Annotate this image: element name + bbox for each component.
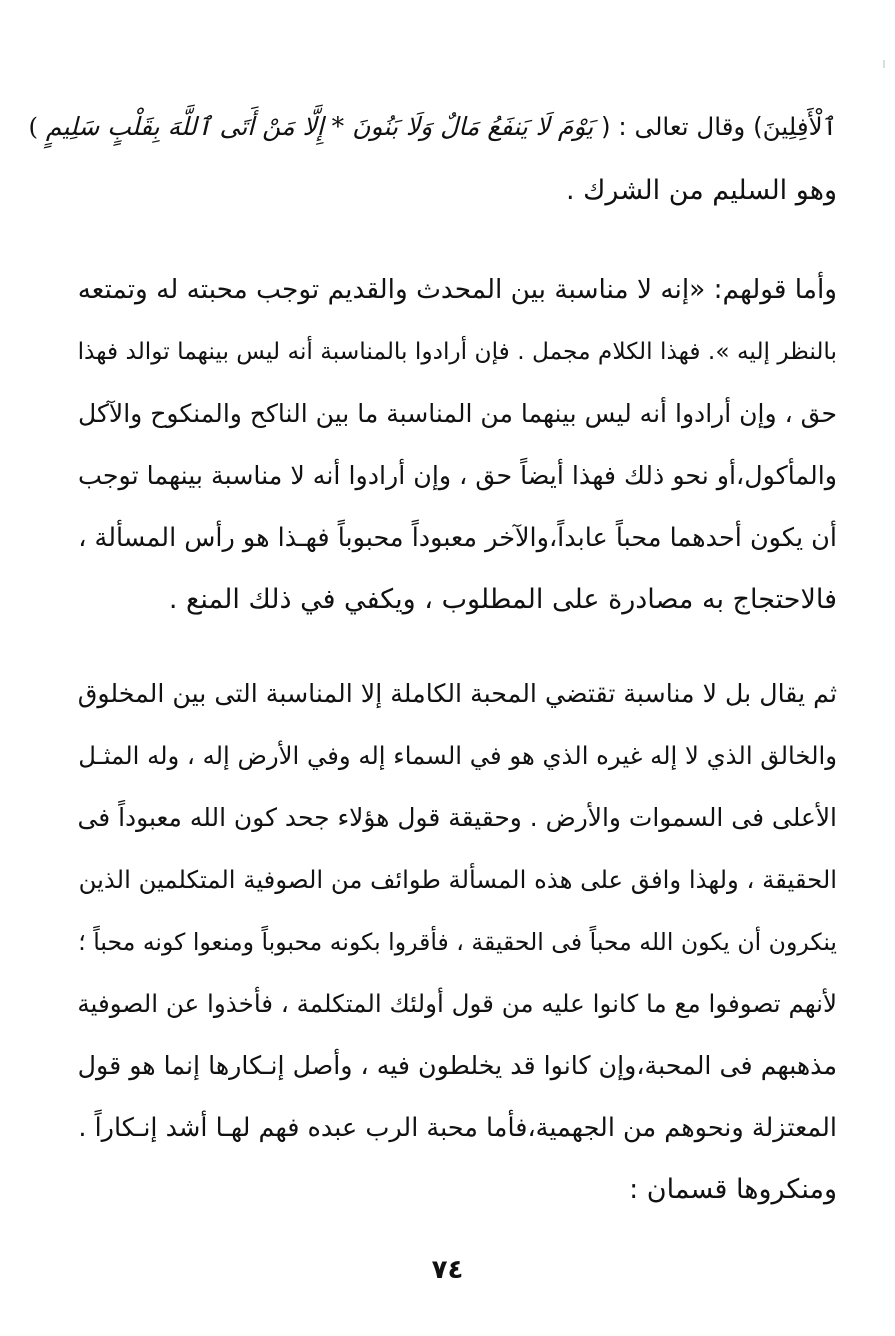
text-line: بالنظر إليه ». فهذا الكلام مجمل . فإن أرادوا بالمناسبة أنه ليس بينهما توالد فهذا — [77, 338, 837, 365]
scan-artifact — [883, 60, 885, 68]
text-line: المعتزلة ونحوهم من الجهمية،فأما محبة الرب عبده فهم لهـا أشد إنـكاراً . — [78, 1113, 837, 1143]
text-line: ينكرون أن يكون الله محباً فى الحقيقة ، فأقروا بكونه محبوباً ومنعوا كونه محباً ؛ — [78, 928, 837, 956]
text-line: فالاحتجاج به مصادرة على المطلوب ، ويكفي في ذلك المنع . — [168, 584, 837, 615]
citation-close-paren: ) — [28, 112, 39, 141]
text-line: ومنكروها قسمان : — [629, 1174, 837, 1205]
text-line: أن يكون أحدهما محباً عابداً،والآخر معبوداً محبوباً فهـذا هو رأس المسألة ، — [78, 523, 837, 553]
text-line: والمأكول،أو نحو ذلك فهذا أيضاً حق ، وإن أرادوا أنه لا مناسبة بينهما توجب — [78, 461, 837, 490]
page-number: ٧٤ — [431, 1255, 464, 1285]
text-line: وأما قولهم: «إنه لا مناسبة بين المحدث والقديم توجب محبته له وتمتعه — [77, 275, 837, 305]
quran-citation-line — [28, 96, 837, 158]
citation-lead-text: ٱلْأَفِلِينَ) وقال تعالى : ( — [601, 112, 837, 141]
intro-paragraph — [70, 160, 837, 222]
paragraph-2 — [70, 663, 837, 1221]
text-line: ثم يقال بل لا مناسبة تقتضي المحبة الكاملة إلا المناسبة التى بين المخلوق — [77, 679, 837, 708]
text-line: لأنهم تصوفوا مع ما كانوا عليه من قول أولئك المتكلمة ، فأخذوا عن الصوفية — [77, 989, 837, 1018]
text-line: الحقيقة ، ولهذا وافق على هذه المسألة طوائف من الصوفية المتكلمين الذين — [78, 865, 837, 894]
text-line: الأعلى فى السموات والأرض . وحقيقة قول هؤلاء جحد كون الله معبوداً فى — [77, 803, 837, 832]
text-line: مذهبهم فى المحبة،وإن كانوا قد يخلطون فيه ، وأصل إنـكارها إنما هو قول — [77, 1051, 837, 1080]
text-line: حق ، وإن أرادوا أنه ليس بينهما من المناسبة ما بين الناكح والمنكوح والآكل — [78, 399, 837, 428]
text-line: وهو السليم من الشرك . — [566, 175, 837, 206]
text-line: والخالق الذي لا إله غيره الذي هو في السماء إله وفي الأرض إله ، وله المثـل — [78, 741, 837, 770]
paragraph-1 — [70, 259, 837, 631]
quran-verse-text: يَوْمَ لَا يَنفَعُ مَالٌ وَلَا بَنُونَ * إِلَّا مَنْ أَتَى ٱللَّهَ بِقَلْبٍ سَلِيمٍ — [45, 112, 594, 141]
